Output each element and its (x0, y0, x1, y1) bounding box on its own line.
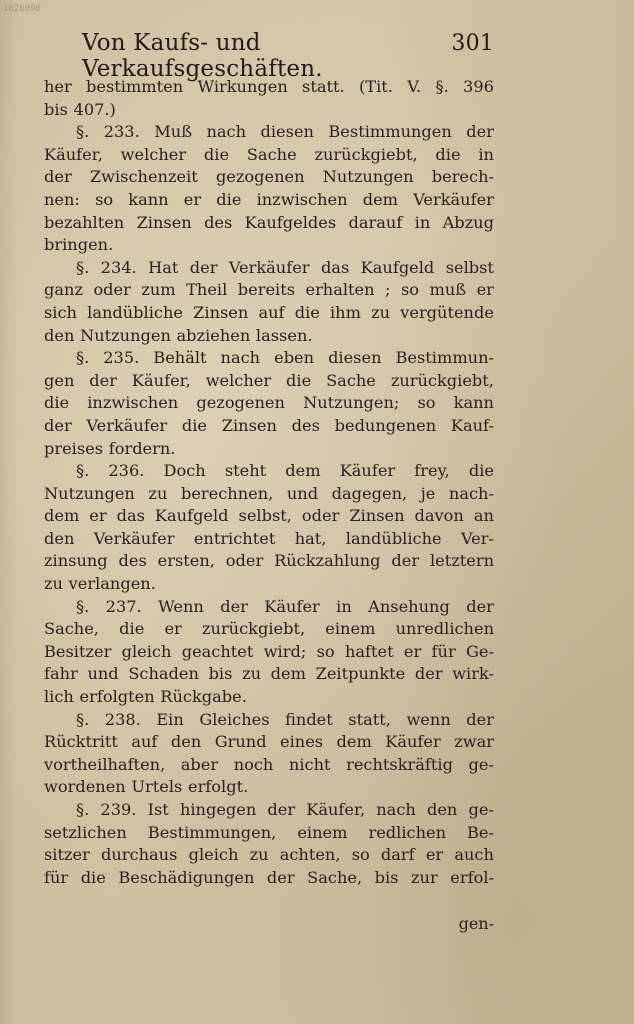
word: so (95, 189, 114, 209)
word: auf (131, 732, 158, 752)
word: (Tit. (358, 77, 393, 96)
word: er (403, 641, 422, 661)
word: Sache, (44, 619, 99, 639)
text-line (44, 325, 494, 348)
text-line (44, 99, 494, 122)
word: die (435, 144, 461, 164)
word: der (44, 167, 72, 187)
word: §. (435, 77, 449, 96)
word: §. (76, 596, 90, 616)
word: ihm (329, 302, 361, 322)
word: Kaufgeldes (244, 212, 337, 232)
word: Kaufgeld (360, 257, 435, 277)
word: der (466, 596, 494, 616)
word: wirk- (452, 664, 494, 684)
text-line (44, 596, 494, 619)
word: Wirkungen (197, 77, 288, 96)
word: §. (76, 709, 90, 729)
text-line (44, 76, 494, 99)
word: dem (44, 506, 80, 526)
word: darauf (348, 212, 403, 232)
word: setzlichen (44, 822, 127, 842)
word: Nutzungen (322, 167, 414, 187)
word: Zwischenzeit (89, 167, 198, 187)
word: Beschädigungen (118, 867, 255, 887)
text-line (44, 573, 494, 596)
running-head-title: Von Kaufs- und Verkaufsgeschäften. (82, 30, 323, 82)
word: dem (362, 189, 399, 209)
word: durchaus (101, 845, 178, 865)
word: §. (76, 800, 90, 819)
word: Behält (153, 348, 207, 368)
word: so (417, 393, 436, 413)
word: die (216, 189, 242, 209)
word: oder (225, 551, 264, 571)
word: zwar (454, 732, 494, 752)
word: vergütende (400, 302, 494, 322)
word: Käufer, (44, 144, 103, 164)
word: des (204, 212, 233, 232)
word: wordenen (44, 777, 126, 797)
word: §. (76, 122, 90, 142)
edge-mark: 1026090 (3, 4, 41, 14)
running-head (82, 30, 494, 82)
word: darf (380, 845, 415, 865)
word: gezogenen (196, 393, 285, 413)
text-line (44, 212, 494, 235)
word: muß (429, 280, 467, 300)
text-line (44, 663, 494, 686)
text-line (44, 302, 494, 325)
word: Nutzungen; (303, 393, 400, 413)
word: zurückgiebt, (390, 370, 494, 390)
word: entrichtet (193, 528, 276, 548)
word: Gleiches (199, 709, 270, 729)
word: berech- (431, 167, 494, 187)
word: unredlichen (395, 619, 494, 639)
word: so (351, 845, 370, 865)
page-number: 301 (451, 31, 494, 56)
word: die (203, 144, 230, 164)
word: geachtet (181, 641, 254, 661)
word: ge- (468, 800, 494, 819)
word: 396 (463, 77, 494, 96)
word: redlichen (368, 822, 447, 842)
text-line (44, 347, 494, 370)
word: lich (44, 687, 74, 707)
word: erfolgten (79, 687, 155, 707)
word: Zinsen (193, 302, 249, 322)
word: oder (93, 280, 131, 300)
word: zu (249, 845, 269, 865)
word: ganz (44, 280, 83, 300)
word: zur (411, 867, 438, 887)
word: der (466, 709, 494, 729)
word: dem (336, 732, 372, 752)
word: achten, (279, 845, 341, 865)
catchword: gen- (458, 914, 494, 933)
word: er (476, 280, 494, 300)
body-text (44, 76, 494, 889)
word: 234. (100, 257, 137, 277)
word: an (473, 506, 494, 526)
text-line (44, 505, 494, 528)
text-line (44, 144, 494, 167)
word: eines (280, 732, 324, 752)
word: selbst (445, 257, 494, 277)
word: Hat (148, 257, 179, 277)
word: §. (76, 461, 90, 481)
text-line (44, 867, 494, 890)
word: der (391, 551, 420, 571)
word: statt, (348, 709, 391, 729)
word: bezahlten (44, 212, 125, 232)
word: statt. (302, 77, 345, 96)
word: Sache (326, 370, 376, 390)
word: und (87, 664, 119, 684)
word: bis (374, 867, 399, 887)
word: eben (274, 348, 315, 368)
word: rechtskräftig (346, 754, 453, 774)
word: bringen. (44, 235, 114, 255)
text-line (44, 392, 494, 415)
word: Zinsen (136, 212, 192, 232)
text-line (44, 189, 494, 212)
word: gen (44, 370, 75, 390)
word: Käufer, (131, 370, 191, 390)
word: zu (242, 664, 262, 684)
word: nach- (448, 483, 494, 503)
word: dem (270, 664, 306, 684)
word: den (44, 325, 75, 345)
word: selbst, (238, 506, 292, 526)
word: Besitzer (44, 641, 112, 661)
word: gleich (188, 845, 239, 865)
word: fahr (44, 664, 78, 684)
text-line (44, 438, 494, 461)
word: inzwischen (256, 189, 348, 209)
word: Käufer (264, 596, 320, 616)
word: Bestimmungen, (147, 822, 277, 842)
word: ge- (468, 754, 494, 774)
word: Muß (154, 122, 193, 142)
word: V. (407, 77, 422, 96)
word: vortheilhaften, (44, 754, 166, 774)
text-line (44, 279, 494, 302)
word: Wenn (158, 596, 204, 616)
word: in (414, 212, 431, 232)
word: landübliche (345, 528, 442, 548)
text-line (44, 415, 494, 438)
word: der (266, 867, 295, 887)
word: inzwischen (87, 393, 179, 413)
word: zinsung (44, 551, 108, 571)
word: er (425, 845, 444, 865)
word: die (294, 302, 320, 322)
word: zurückgiebt, (314, 144, 418, 164)
word: 237. (105, 596, 142, 616)
word: Verkäufer (228, 257, 310, 277)
word: hat, (294, 528, 327, 548)
word: Rücktritt (44, 732, 118, 752)
word: die (44, 393, 70, 413)
word: die (468, 461, 494, 481)
text-line (44, 528, 494, 551)
word: das (320, 257, 350, 277)
text-line (44, 709, 494, 732)
word: er (183, 189, 202, 209)
word: die (181, 415, 207, 435)
text-line (44, 641, 494, 664)
word: für (431, 641, 456, 661)
word: fordern. (108, 438, 176, 458)
word: der (414, 664, 443, 684)
word: erfol- (450, 867, 494, 887)
word: Sache (246, 144, 297, 164)
word: des (118, 551, 147, 571)
word: aber (180, 754, 219, 774)
word: oder (301, 506, 340, 526)
word: Rückzahlung (274, 551, 381, 571)
word: zum (141, 280, 176, 300)
text-line (44, 618, 494, 641)
word: ersten, (157, 551, 215, 571)
word: 238. (104, 709, 141, 729)
word: Zinsen (221, 415, 277, 435)
word: §. (76, 257, 90, 277)
word: Bestimmun- (395, 348, 494, 368)
word: in (478, 144, 494, 164)
word: haftet (344, 641, 394, 661)
word: steht (224, 461, 267, 481)
word: die (119, 619, 145, 639)
word: für (44, 867, 69, 887)
word: Nutzungen (80, 325, 171, 345)
word: zu (44, 574, 63, 594)
word: sich (44, 302, 77, 322)
word: lassen. (255, 325, 313, 345)
word: so (316, 641, 335, 661)
word: und (286, 483, 319, 503)
word: der (267, 800, 296, 819)
text-line (44, 460, 494, 483)
word: ; (385, 280, 391, 300)
word: einem (325, 619, 376, 639)
word: Urtels (131, 777, 183, 797)
word: kann (128, 189, 169, 209)
word: den (44, 528, 75, 548)
word: erfolgt. (187, 777, 249, 797)
word: Zinsen (349, 506, 405, 526)
word: findet (285, 709, 333, 729)
word: Ist (147, 800, 169, 819)
word: nicht (288, 754, 331, 774)
word: bestimmten (86, 77, 184, 96)
word: die (80, 867, 106, 887)
word: zu (148, 483, 168, 503)
text-line (44, 754, 494, 777)
word: diesen (260, 122, 314, 142)
word: Ansehung (368, 596, 450, 616)
word: nach (206, 122, 247, 142)
word: Verkäufer (93, 528, 175, 548)
word: bereits (237, 280, 296, 300)
word: sitzer (44, 845, 90, 865)
word: Rückgabe. (160, 687, 247, 707)
word: Verkäufer (413, 189, 494, 209)
word: preises (44, 438, 104, 458)
word: wird; (263, 641, 307, 661)
word: Käufer (339, 461, 396, 481)
text-line (44, 166, 494, 189)
word: nen: (44, 189, 80, 209)
word: 235. (103, 348, 140, 368)
text-line (44, 121, 494, 144)
word: her (44, 77, 72, 96)
word: Kaufgeld (154, 506, 229, 526)
text-line (44, 776, 494, 799)
word: er (164, 619, 182, 639)
word: Ge- (465, 641, 494, 661)
word: Bestimmungen (328, 122, 452, 142)
text-line (44, 550, 494, 573)
word: dagegen, (331, 483, 408, 503)
text-line (44, 844, 494, 867)
word: welcher (205, 370, 272, 390)
text-line (44, 799, 494, 822)
text-line (44, 483, 494, 506)
word: 233. (103, 122, 140, 142)
word: 239. (100, 800, 137, 819)
word: Ver- (460, 528, 494, 548)
word: noch (233, 754, 274, 774)
word: der (89, 370, 117, 390)
word: abziehen (176, 325, 251, 345)
word: davon (414, 506, 464, 526)
word: Käufer, (306, 800, 366, 819)
word: auch (454, 845, 494, 865)
word: der (466, 122, 494, 142)
word: gleich (121, 641, 172, 661)
word: in (336, 596, 352, 616)
word: Verkäufer (86, 415, 168, 435)
text-line (44, 370, 494, 393)
word: letztern (429, 551, 494, 571)
word: §. (76, 348, 90, 368)
word: nach (220, 348, 261, 368)
word: Doch (163, 461, 206, 481)
word: so (400, 280, 420, 300)
word: Theil (186, 280, 228, 300)
word: bis (44, 99, 68, 119)
word: bedungenen (334, 415, 437, 435)
word: kann (453, 393, 494, 413)
word: der (44, 415, 72, 435)
word: landübliche (87, 302, 183, 322)
word: zu (371, 302, 391, 322)
word: gezogenen (215, 167, 305, 187)
word: welcher (120, 144, 187, 164)
word: frey, (414, 461, 450, 481)
word: Nutzungen (44, 483, 135, 503)
word: 407.) (73, 99, 116, 119)
text-line (44, 234, 494, 257)
word: die (286, 370, 312, 390)
word: Grund (214, 732, 267, 752)
word: hingegen (179, 800, 257, 819)
word: das (116, 506, 145, 526)
word: den (426, 800, 458, 819)
word: Käufer (385, 732, 441, 752)
word: Abzug (442, 212, 494, 232)
word: den (170, 732, 202, 752)
word: der (189, 257, 218, 277)
word: bis (208, 664, 233, 684)
word: 236. (108, 461, 145, 481)
word: er (89, 506, 107, 526)
word: einem (297, 822, 348, 842)
text-line (44, 822, 494, 845)
text-line (44, 257, 494, 280)
word: Kauf- (450, 415, 494, 435)
word: Be- (467, 822, 494, 842)
word: Ein (156, 709, 184, 729)
word: verlangen. (68, 574, 156, 594)
word: dem (285, 461, 321, 481)
word: des (291, 415, 320, 435)
word: wenn (406, 709, 451, 729)
word: diesen (328, 348, 382, 368)
text-line (44, 686, 494, 709)
word: Schaden (128, 664, 199, 684)
text-line (44, 731, 494, 754)
word: Sache, (307, 867, 363, 887)
word: berechnen, (180, 483, 274, 503)
word: zurückgiebt, (201, 619, 306, 639)
word: je (420, 483, 436, 503)
word: erhalten (305, 280, 375, 300)
word: auf (258, 302, 285, 322)
word: nach (376, 800, 416, 819)
word: der (220, 596, 248, 616)
word: Zeitpunkte (315, 664, 406, 684)
